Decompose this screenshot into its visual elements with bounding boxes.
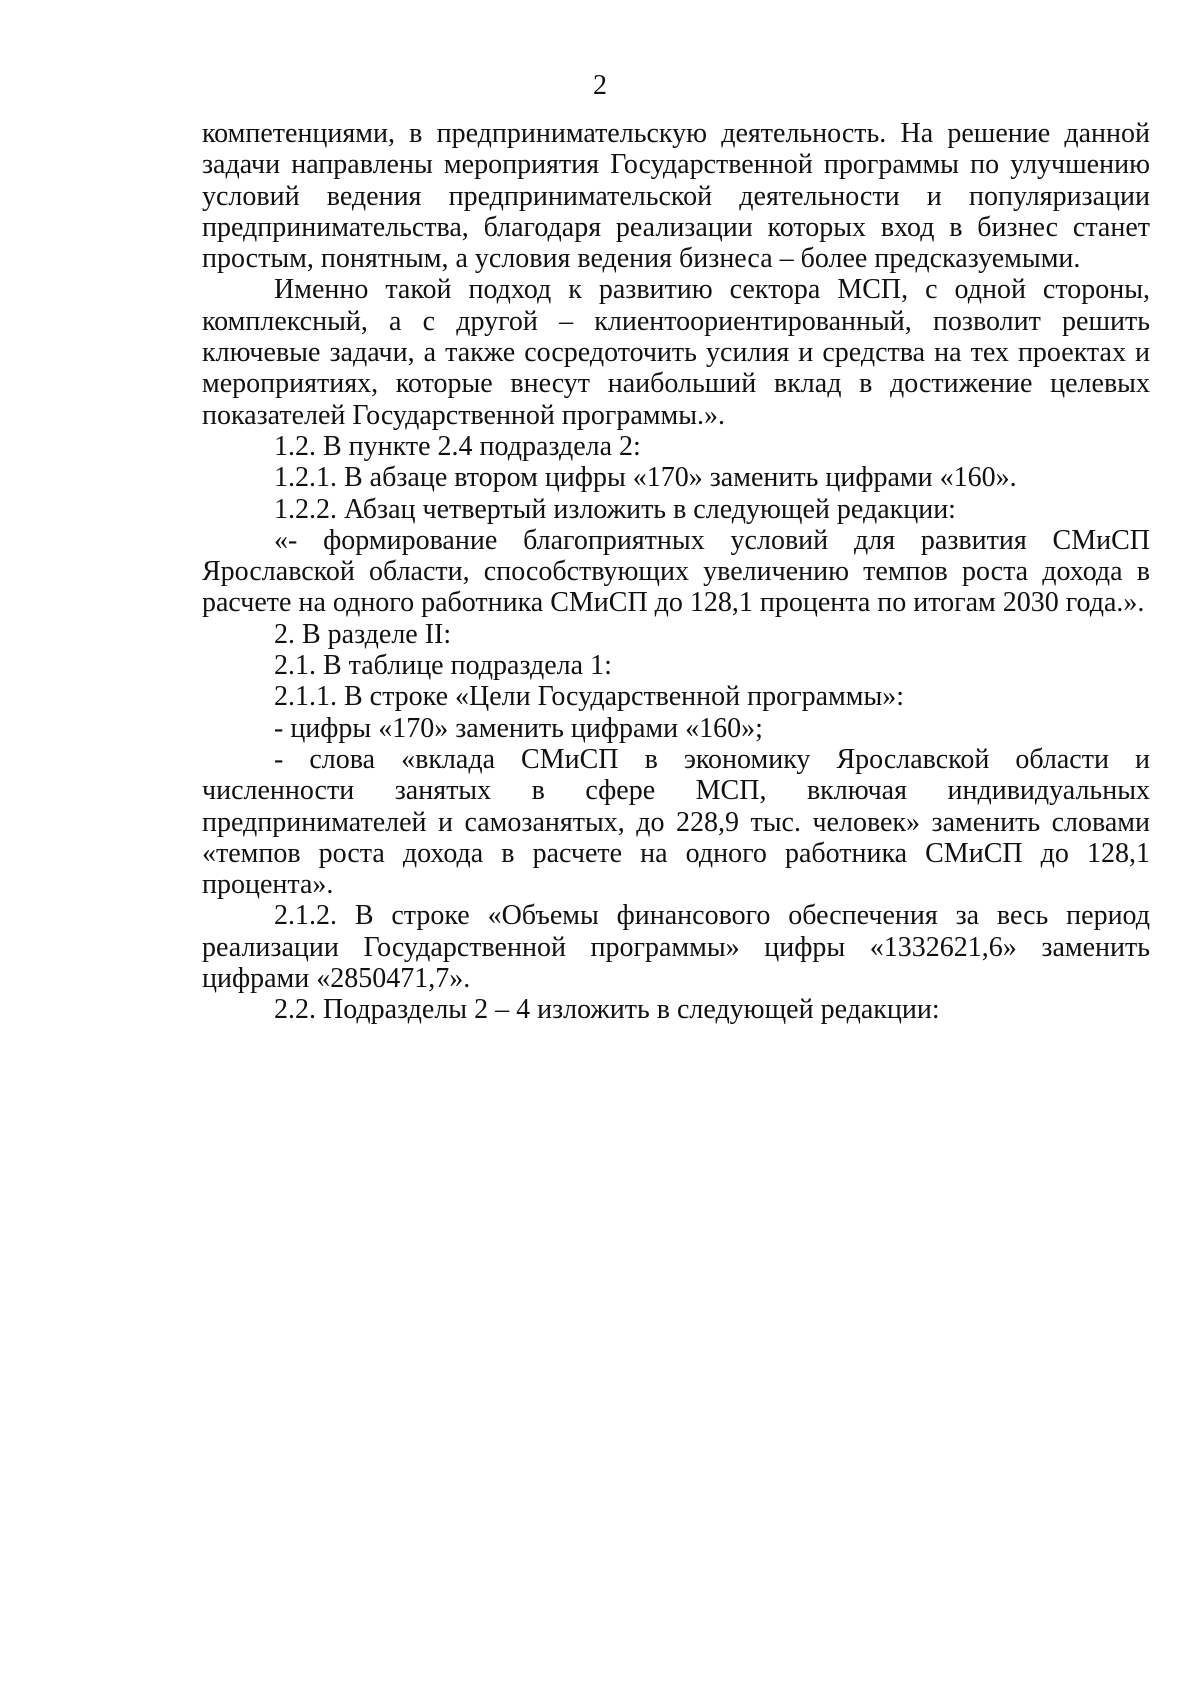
- paragraph-item-1-2: 1.2. В пункте 2.4 подраздела 2:: [274, 430, 641, 462]
- page-number: 2: [593, 70, 607, 101]
- paragraph-item-2-1-1: 2.1.1. В строке «Цели Государственной программы»:: [274, 681, 905, 713]
- paragraph-item-2-1: 2.1. В таблице подраздела 1:: [274, 650, 612, 682]
- paragraph-words-replace: - слова «вклада СМиСП в экономику Ярославской области и численности занятых в сфере МСП, включая индивидуальных предпринимателей и самозанятых, до 228,9 тыс. человек» заменить словами «темпов роста дохода в расчете на одного работника СМиСП до 128,1 процента».: [202, 743, 1150, 901]
- paragraph-item-2-2: 2.2. Подразделы 2 – 4 изложить в следующей редакции:: [274, 994, 940, 1026]
- paragraph-item-1-2-1: 1.2.1. В абзаце втором цифры «170» заменить цифрами «160».: [274, 462, 1017, 494]
- paragraph-digits-replace: - цифры «170» заменить цифрами «160»;: [274, 712, 763, 744]
- paragraph-item-2-1-2: 2.1.2. В строке «Объемы финансового обеспечения за весь период реализации Государственной программы» цифры «1332621,6» заменить цифрами «2850471,7».: [202, 900, 1150, 995]
- paragraph-item-2: 2. В разделе II:: [274, 618, 452, 650]
- document-body: [202, 118, 1150, 1026]
- paragraph-item-1-2-2: 1.2.2. Абзац четвертый изложить в следующей редакции:: [274, 493, 956, 525]
- paragraph-continuation: компетенциями, в предпринимательскую деятельность. На решение данной задачи направлены мероприятия Государственной программы по улучшению условий ведения предпринимательской деятельности и популяризации предпринимательства, благодаря реализации которых вход в бизнес станет простым, понятным, а условия ведения бизнеса – более предсказуемыми.: [202, 118, 1150, 275]
- paragraph-msp-approach: Именно такой подход к развитию сектора МСП, с одной стороны, комплексный, а с другой – клиентоориентированный, позволит решить ключевые задачи, а также сосредоточить усилия и средства на тех проектах и мероприятиях, которые внесут наибольший вклад в достижение целевых показателей Государственной программы.».: [202, 274, 1150, 431]
- paragraph-new-wording: «- формирование благоприятных условий для развития СМиСП Ярославской области, способствующих увеличению темпов роста дохода в расчете на одного работника СМиСП до 128,1 процента по итогам 2030 года.».: [202, 524, 1150, 619]
